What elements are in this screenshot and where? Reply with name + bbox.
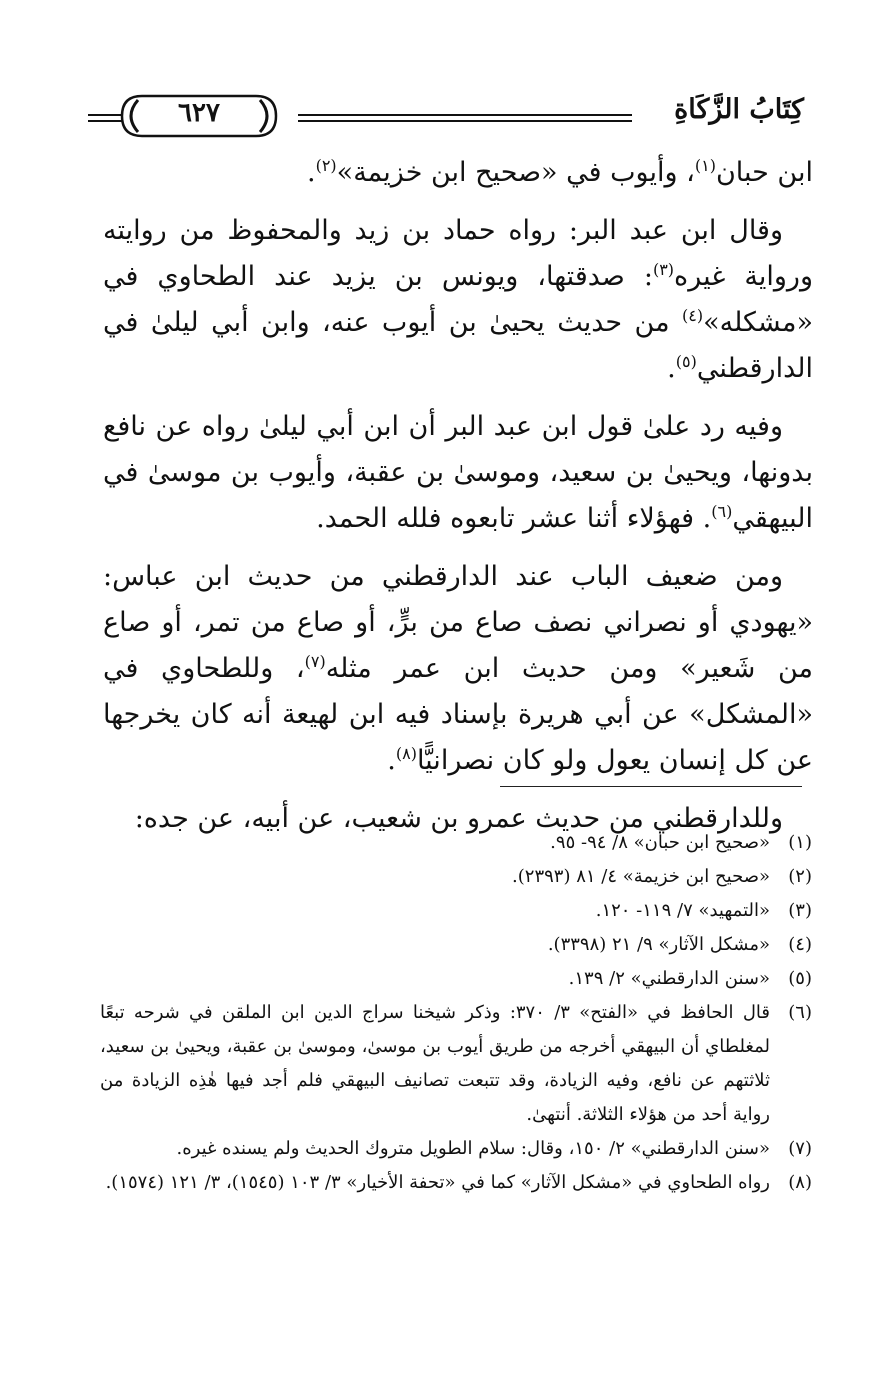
footnote-text: «مشكل الآثار» ٩/ ٢١ (٣٣٩٨). — [547, 934, 770, 955]
text-run: ، وأيوب في «صحيح ابن خزيمة» — [336, 157, 695, 188]
footnote-number: (٦) — [788, 1002, 812, 1023]
footnote — [100, 928, 812, 962]
chapter-title: كِتَابُ الزَّكَاةِ — [674, 94, 804, 125]
footnote-ref: (٢) — [315, 156, 337, 175]
text-run: وفيه رد علىٰ قول ابن عبد البر أن ابن أبي ليلىٰ رواه عن نافع بدونها، ويحيىٰ بن سعيد، وموسىٰ بن عقبة، وأيوب بن موسىٰ في البيهقي — [103, 411, 813, 534]
footnote-ref: (٧) — [304, 652, 326, 671]
paragraph — [103, 404, 813, 542]
text-run: وللدارقطني من حديث عمرو بن شعيب، عن أبيه، عن جده: — [134, 803, 783, 834]
footnote-number: (٥) — [788, 968, 812, 989]
footnote-ref: (٤) — [681, 306, 704, 325]
footnote-ref: (٦) — [711, 502, 733, 521]
footnote — [100, 826, 812, 860]
footnote — [100, 894, 812, 928]
footnote-number: (١) — [788, 832, 812, 853]
text-run: ابن حبان — [715, 157, 813, 188]
footnote-text: «سنن الدارقطني» ٢/ ١٥٠، وقال: سلام الطويل متروك الحديث ولم يسنده غيره. — [176, 1138, 770, 1159]
footnote-text: «صحيح ابن حبان» ٨/ ٩٤- ٩٥. — [550, 832, 770, 853]
page-number: ٦٢٧ — [178, 98, 220, 128]
footnotes — [100, 826, 812, 1200]
footnote — [100, 860, 812, 894]
text-run: وقال ابن عبد البر: رواه حماد بن زيد والمحفوظ من روايته ورواية غيره — [103, 215, 813, 292]
text-run: . — [387, 745, 396, 776]
main-text — [103, 150, 813, 854]
page-header — [88, 92, 804, 142]
footnote — [100, 996, 812, 1132]
footnote-number: (٣) — [788, 900, 812, 921]
text-run: . فهؤلاء أثنا عشر تابعوه فلله الحمد. — [316, 503, 712, 534]
paragraph — [103, 208, 813, 392]
footnote — [100, 962, 812, 996]
footnote-text: رواه الطحاوي في «مشكل الآثار» كما في «تحفة الأخيار» ٣/ ١٠٣ (١٥٤٥)، ٣/ ١٢١ (١٥٧٤). — [105, 1172, 770, 1193]
footnote — [100, 1132, 812, 1166]
footnote — [100, 1166, 812, 1200]
header-rule — [298, 120, 632, 122]
footnote-ref: (٣) — [652, 260, 675, 279]
text-run: : صدقتها، ويونس بن يزيد عند الطحاوي في «مشكله» — [103, 261, 813, 338]
paragraph — [103, 150, 813, 196]
paragraph — [103, 554, 813, 784]
text-run: . — [667, 353, 676, 384]
footnote-ref: (١) — [694, 156, 716, 175]
page-number-badge — [118, 92, 280, 140]
footnote-text: «صحيح ابن خزيمة» ٤/ ٨١ (٢٣٩٣). — [512, 866, 770, 887]
footnote-number: (٢) — [788, 866, 812, 887]
footnote-ref: (٨) — [395, 744, 417, 763]
footnote-text: قال الحافظ في «الفتح» ٣/ ٣٧٠: وذكر شيخنا سراج الدين ابن الملقن في شرحه تبعًا لمغلطاي أن البيهقي أخرجه من طريق أيوب بن موسىٰ، وموسىٰ بن عقبة، ويحيىٰ بن سعيد، ثلاثتهم عن نافع، وفيه الزيادة، وقد تتبعت تصانيف البيهقي فلم أجد فيها هٰذِه الزيادة من رواية أحد من هؤلاء الثلاثة. أنتهىٰ. — [100, 1002, 770, 1125]
text-run: ، وللطحاوي في «المشكل» عن أبي هريرة بإسناد فيه ابن لهيعة أنه كان يخرجها عن كل إنسان يعول ولو كان نصرانيًّا — [103, 653, 813, 776]
footnote-divider — [500, 786, 802, 787]
footnote-number: (٧) — [788, 1138, 812, 1159]
text-run: . — [306, 157, 316, 188]
footnote-text: «التمهيد» ٧/ ١١٩- ١٢٠. — [595, 900, 770, 921]
footnote-ref: (٥) — [675, 352, 697, 371]
text-run: من حديث يحيىٰ بن أيوب عنه، وابن أبي ليلىٰ في الدارقطني — [103, 307, 813, 384]
footnote-text: «سنن الدارقطني» ٢/ ١٣٩. — [568, 968, 770, 989]
text-run: ومن ضعيف الباب عند الدارقطني من حديث ابن عباس: «يهودي أو نصراني نصف صاع من برٍّ، أو صاع من تمر، أو صاع من شَعير» ومن حديث ابن عمر مثله — [103, 561, 813, 684]
footnote-number: (٨) — [788, 1172, 812, 1193]
header-rule — [298, 114, 632, 116]
footnote-number: (٤) — [788, 934, 812, 955]
